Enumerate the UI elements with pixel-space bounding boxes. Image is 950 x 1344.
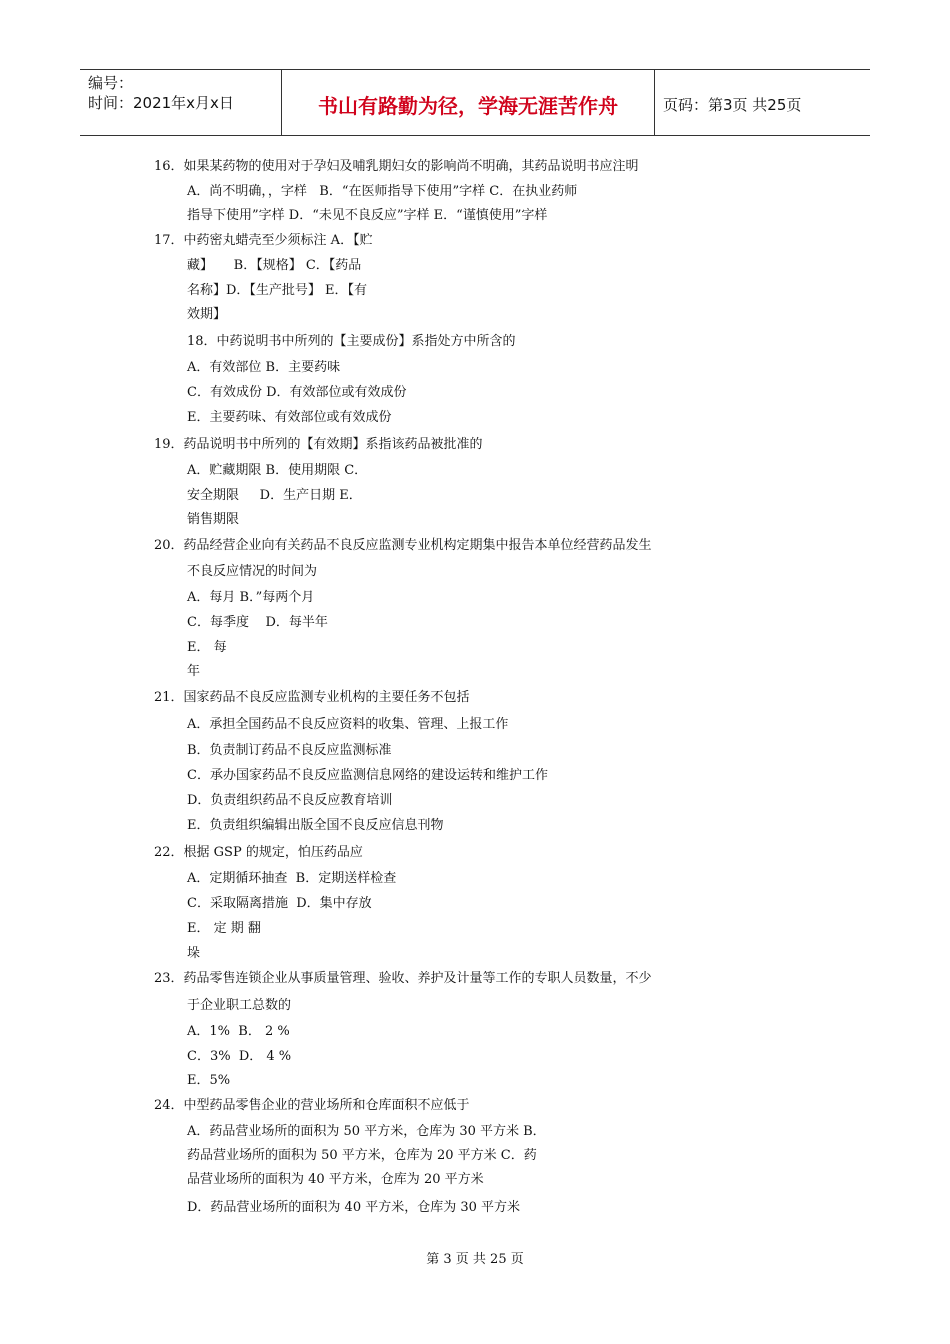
question-17-stem: 17．中药密丸蜡壳至少须标注 A．【贮 [154,233,373,248]
question-22-option-e-cont: 垛 [187,946,201,961]
question-17-options: 藏】 B．【规格】 C．【药品 [187,258,362,273]
question-23-stem-cont: 于企业职工总数的 [187,998,292,1013]
document-date-label: 时间：2021年x月x日 [88,94,234,112]
question-24-stem: 24．中型药品零售企业的营业场所和仓库面积不应低于 [154,1098,470,1113]
header-bottom-rule [80,135,870,136]
question-20-stem-cont: 不良反应情况的时间为 [187,564,318,579]
question-23-option-a-b: A．1% B． 2 % [187,1024,290,1039]
question-18-option-e: E．主要药味、有效部位或有效成份 [187,410,392,425]
question-16-options: A．尚不明确，，字样 B．“在医师指导下使用”字样 C．在执业药师 [187,184,578,199]
question-21-option-c: C．承办国家药品不良反应监测信息网络的建设运转和维护工作 [187,768,548,783]
question-20-option-c-d: C．每季度 D．每半年 [187,615,328,630]
header-divider-right [654,69,655,136]
question-21-option-b: B．负责制订药品不良反应监测标准 [187,743,392,758]
question-17-options-cont: 名称】D．【生产批号】 E．【有 [187,283,368,298]
question-18-option-a-b: A．有效部位 B．主要药味 [187,360,341,375]
question-22-option-a-b: A．定期循环抽查 B．定期送样检查 [187,871,397,886]
question-19-options: A．贮藏期限 B．使用期限 C． [187,463,368,478]
page-footer: 第 3 页 共 25 页 [426,1252,524,1267]
question-19-stem: 19．药品说明书中所列的【有效期】系指该药品被批准的 [154,437,483,452]
question-18-stem: 18．中药说明书中所列的【主要成份】系指处方中所含的 [187,334,516,349]
question-17-options-end: 效期】 [187,307,227,322]
question-22-stem: 22．根据 GSP 的规定，怕压药品应 [154,845,363,860]
header-page-info: 页码：第3页 共25页 [663,96,802,114]
question-21-option-a: A．承担全国药品不良反应资料的收集、管理、上报工作 [187,717,509,732]
question-16-stem: 16．如果某药物的使用对于孕妇及哺乳期妇女的影响尚不明确，其药品说明书应注明 [154,159,639,174]
question-21-option-d: D．负责组织药品不良反应教育培训 [187,793,393,808]
question-20-option-a-b: A．每月 B．”每两个月 [187,590,315,605]
question-20-option-e: E． 每 [187,640,227,655]
question-24-option-b: 药品营业场所的面积为 50 平方米，仓库为 20 平方米 C．药 [187,1148,537,1163]
question-21-option-e: E．负责组织编辑出版全国不良反应信息刊物 [187,818,444,833]
question-19-options-end: 销售期限 [187,512,240,527]
question-21-stem: 21．国家药品不良反应监测专业机构的主要任务不包括 [154,690,470,705]
question-23-option-c-d: C．3% D． 4 % [187,1049,292,1064]
question-16-options-cont: 指导下使用”字样 D．“未见不良反应”字样 E．“谨慎使用”字样 [187,208,548,223]
question-24-option-d: D．药品营业场所的面积为 40 平方米，仓库为 30 平方米 [187,1200,521,1215]
question-23-stem: 23．药品零售连锁企业从事质量管理、验收、养护及计量等工作的专职人员数量，不少 [154,971,652,986]
header-motto: 书山有路勤为径，学海无涯苦作舟 [318,94,618,118]
question-24-option-c: 品营业场所的面积为 40 平方米，仓库为 20 平方米 [187,1172,484,1187]
question-23-option-e: E．5% [187,1073,231,1088]
question-18-option-c-d: C．有效成份 D．有效部位或有效成份 [187,385,407,400]
question-24-option-a: A．药品营业场所的面积为 50 平方米，仓库为 30 平方米 B． [187,1124,546,1139]
document-number-label: 编号： [88,74,134,92]
question-19-options-cont: 安全期限 D．生产日期 E． [187,488,362,503]
question-22-option-e: E． 定 期 翻 [187,921,261,936]
question-22-option-c-d: C．采取隔离措施 D．集中存放 [187,896,372,911]
header-top-rule [80,69,870,70]
question-20-option-e-cont: 年 [187,664,201,679]
question-20-stem: 20．药品经营企业向有关药品不良反应监测专业机构定期集中报告本单位经营药品发生 [154,538,652,553]
